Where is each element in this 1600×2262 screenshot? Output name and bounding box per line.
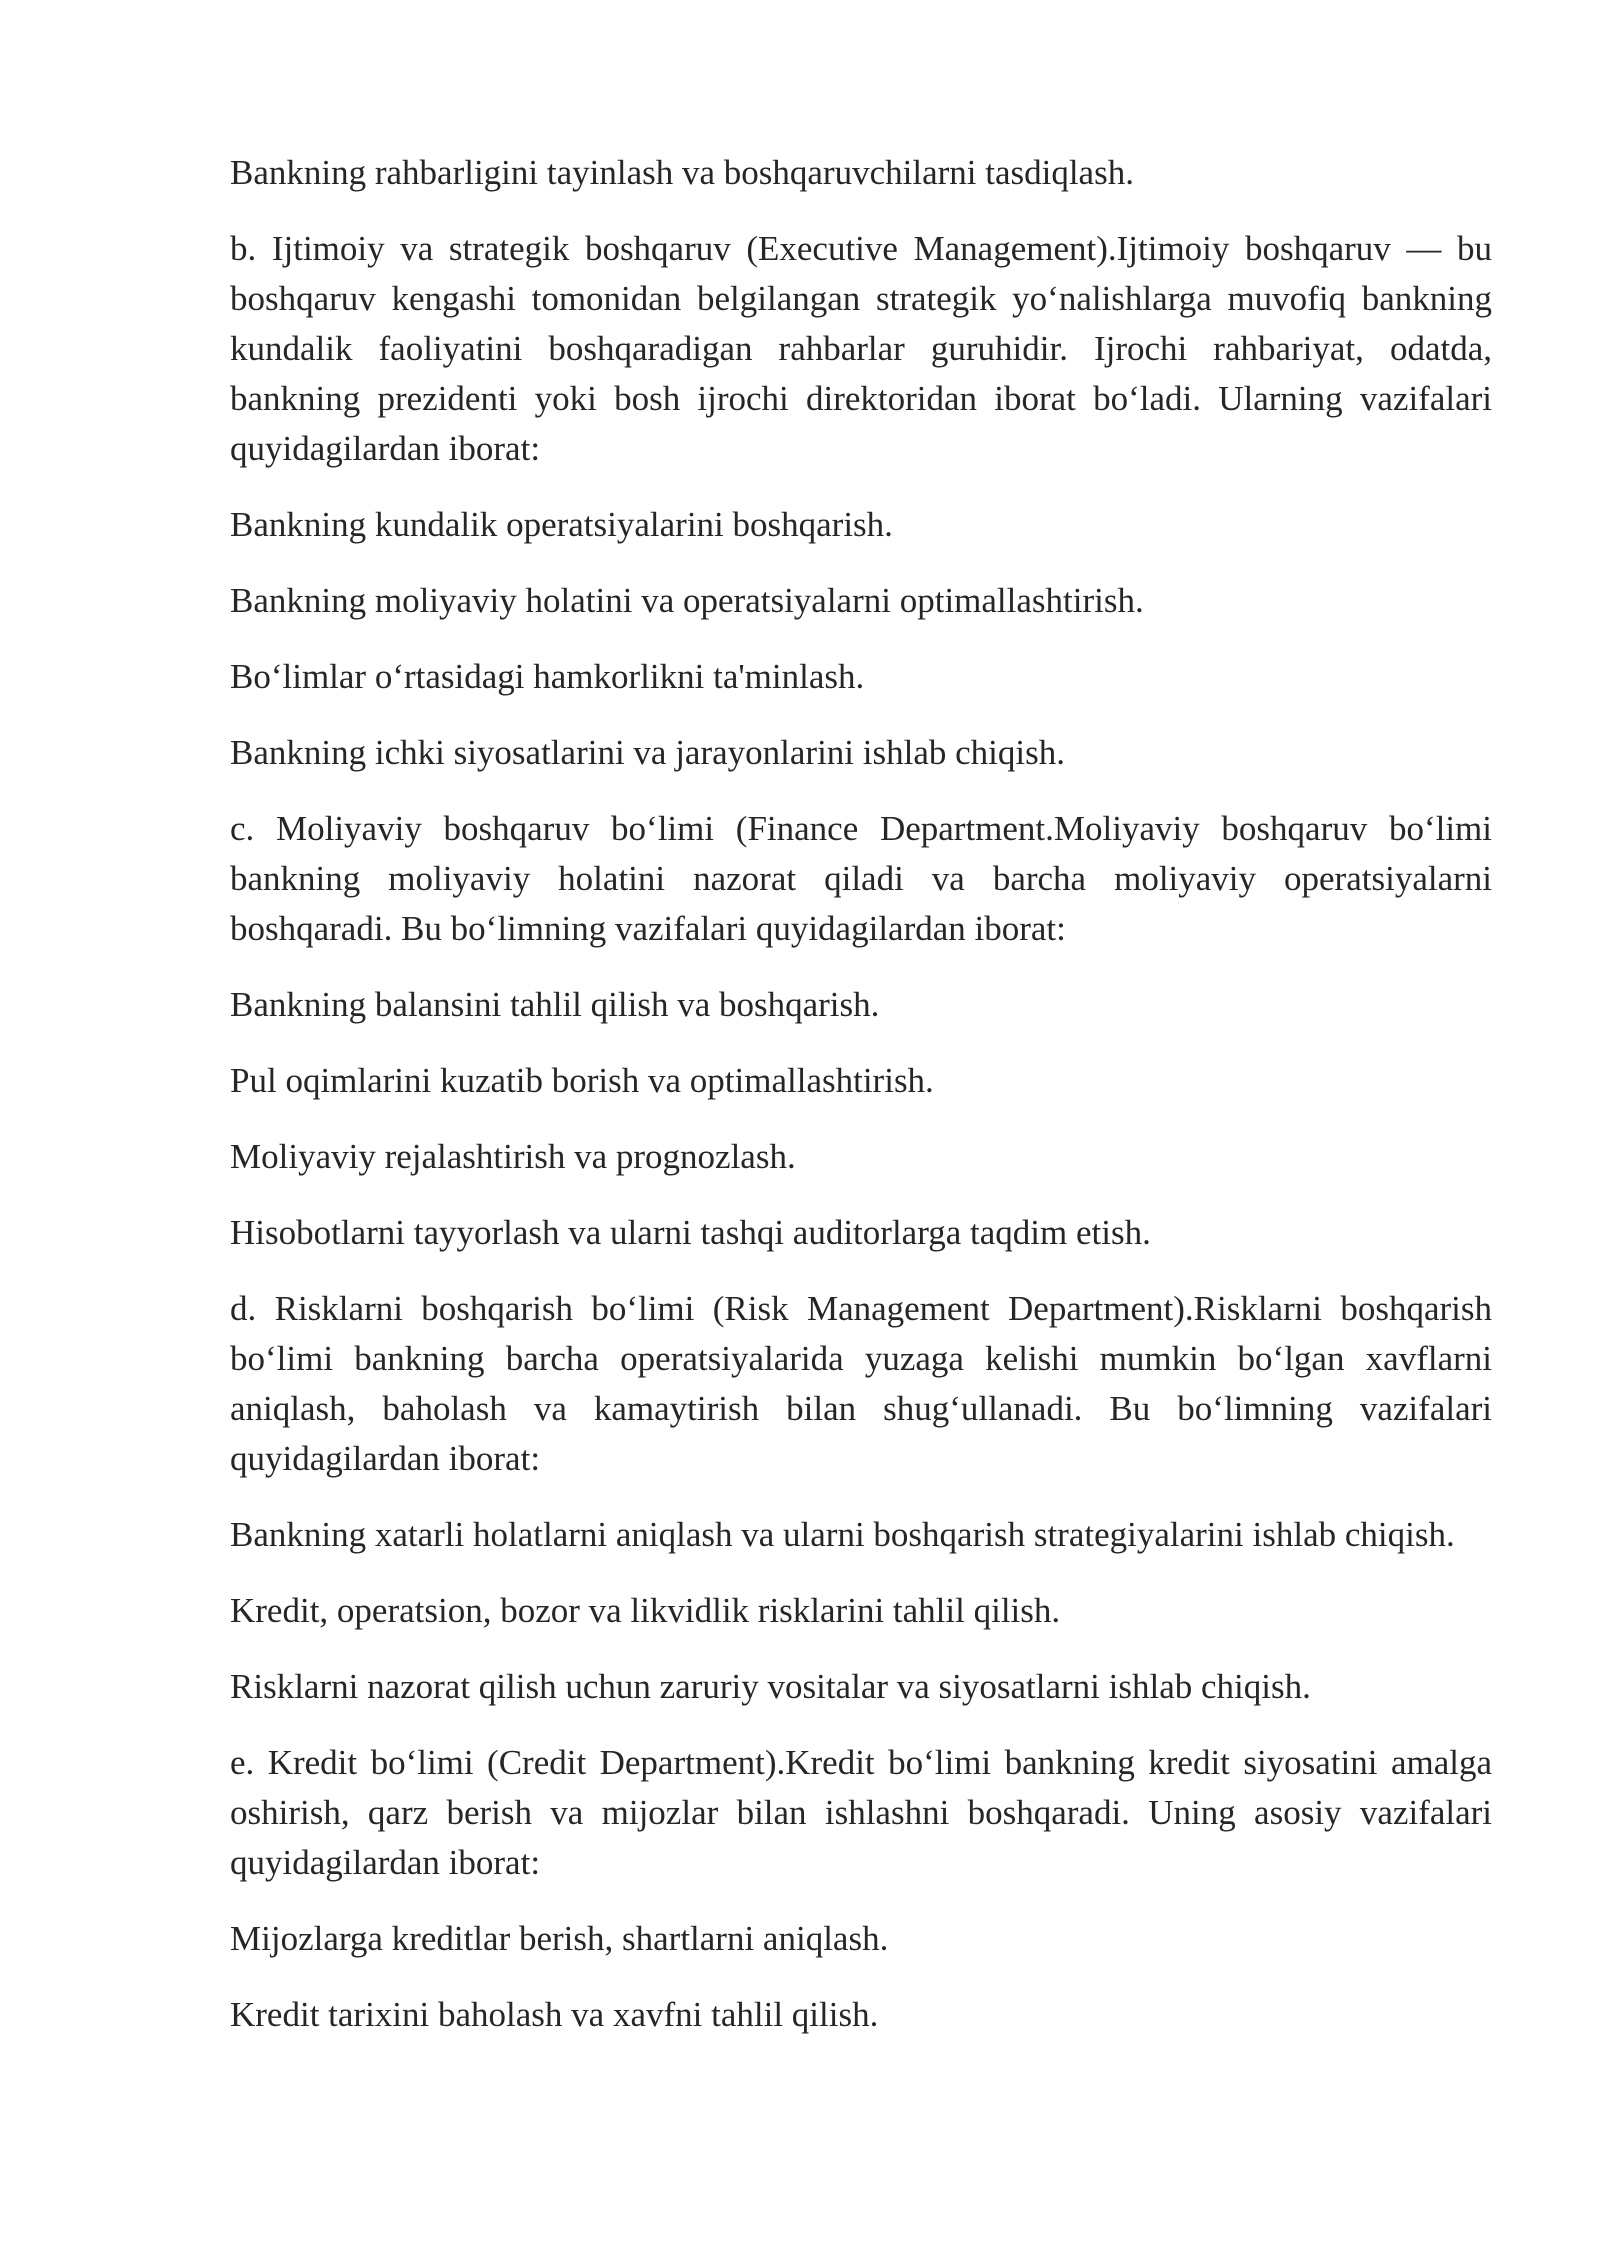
paragraph-risk-management-department: d. Risklarni boshqarish bo‘limi (Risk Management Department).Risklarni boshqarish bo‘limi bankning barcha operatsiyalarida yuzaga kelishi mumkin bo‘lgan xavflarni aniqlash, baholash va kamaytirish bilan shug‘ullanadi. Bu bo‘limning vazifalari quyidagilardan iborat:: [230, 1289, 1492, 1478]
paragraph-reports: Hisobotlarni tayyorlash va ularni tashqi auditorlarga taqdim etish.: [230, 1213, 1151, 1252]
paragraph-risk-control-tools: Risklarni nazorat qilish uchun zaruriy vositalar va siyosatlarni ishlab chiqish.: [230, 1667, 1311, 1706]
paragraph-risk-strategies: Bankning xatarli holatlarni aniqlash va ularni boshqarish strategiyalarini ishlab chiqish.: [230, 1515, 1455, 1554]
paragraph-department-cooperation: Bo‘limlar o‘rtasidagi hamkorlikni ta'minlash.: [230, 657, 865, 696]
paragraph-credit-history: Kredit tarixini baholash va xavfni tahlil qilish.: [230, 1995, 879, 2034]
paragraph-risk-analysis: Kredit, operatsion, bozor va likvidlik risklarini tahlil qilish.: [230, 1591, 1061, 1630]
paragraph-appoint-leadership: Bankning rahbarligini tayinlash va boshqaruvchilarni tasdiqlash.: [230, 153, 1134, 192]
paragraph-financial-planning: Moliyaviy rejalashtirish va prognozlash.: [230, 1137, 796, 1176]
paragraph-credit-department: e. Kredit bo‘limi (Credit Department).Kredit bo‘limi bankning kredit siyosatini amalga oshirish, qarz berish va mijozlar bilan ishlashni boshqaradi. Uning asosiy vazifalari quyidagilardan iborat:: [230, 1743, 1492, 1882]
paragraph-balance-analysis: Bankning balansini tahlil qilish va boshqarish.: [230, 985, 880, 1024]
paragraph-daily-operations: Bankning kundalik operatsiyalarini boshqarish.: [230, 505, 893, 544]
paragraph-internal-policies: Bankning ichki siyosatlarini va jarayonlarini ishlab chiqish.: [230, 733, 1065, 772]
paragraph-finance-department: c. Moliyaviy boshqaruv bo‘limi (Finance Department.Moliyaviy boshqaruv bo‘limi bankning moliyaviy holatini nazorat qiladi va barcha moliyaviy operatsiyalarni boshqaradi. Bu bo‘limning vazifalari quyidagilardan iborat:: [230, 809, 1492, 948]
paragraph-cash-flows: Pul oqimlarini kuzatib borish va optimallashtirish.: [230, 1061, 934, 1100]
paragraph-optimize-finances: Bankning moliyaviy holatini va operatsiyalarni optimallashtirish.: [230, 581, 1144, 620]
document-body: [230, 148, 1492, 2066]
paragraph-issue-credits: Mijozlarga kreditlar berish, shartlarni aniqlash.: [230, 1919, 889, 1958]
paragraph-executive-management: b. Ijtimoiy va strategik boshqaruv (Executive Management).Ijtimoiy boshqaruv — bu boshqaruv kengashi tomonidan belgilangan strategik yo‘nalishlarga muvofiq bankning kundalik faoliyatini boshqaradigan rahbarlar guruhidir. Ijrochi rahbariyat, odatda, bankning prezidenti yoki bosh ijrochi direktoridan iborat bo‘ladi. Ularning vazifalari quyidagilardan iborat:: [230, 229, 1492, 468]
